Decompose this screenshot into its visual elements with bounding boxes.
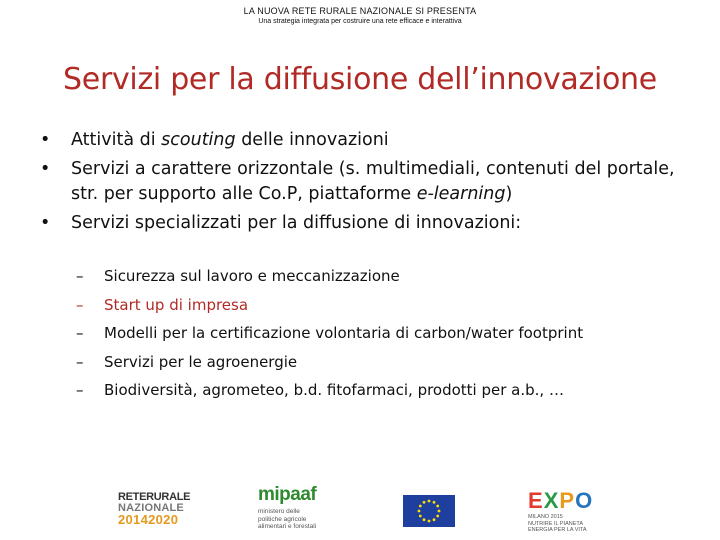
bullet-2-text-em: e-learning: [416, 184, 506, 204]
expo-letter-p: P: [559, 488, 576, 513]
bullet-item-2: [40, 157, 690, 207]
bullet-item-1: [40, 128, 690, 153]
mipaaf-logo-sub: [258, 508, 338, 531]
mipaaf-sub-1: ministero delle: [258, 508, 300, 515]
expo-letter-o: O: [575, 488, 594, 513]
rrn-logo-line-1: RETERURALE: [118, 491, 191, 503]
expo-sub-2: NUTRIRE IL PIANETA: [528, 520, 584, 527]
main-bullet-list: [40, 128, 690, 240]
bullet-1-text-post: delle innovazioni: [235, 130, 389, 150]
bullet-item-3: [40, 211, 690, 236]
sub-bullet-list: [76, 262, 696, 405]
dash-icon: –: [76, 324, 84, 342]
dash-icon: –: [76, 352, 84, 371]
expo-logo-sub: [528, 514, 608, 534]
bullet-icon: •: [40, 213, 51, 233]
expo-letter-e: E: [528, 488, 544, 513]
slide-title: Servizi per la diffusione dell’innovazione: [63, 62, 657, 97]
bullet-2-text-post: ): [505, 184, 513, 204]
sub-item-1: [76, 262, 696, 291]
dash-icon: –: [76, 381, 84, 399]
bullet-icon: •: [40, 159, 51, 179]
eu-flag-icon: [403, 495, 455, 527]
bullet-1-text-pre: Attività di: [71, 130, 162, 150]
bullet-3-text: Servizi specializzati per la diffusione di innovazioni:: [71, 213, 522, 233]
rrn-logo-line-2: NAZIONALE: [118, 502, 184, 514]
header-line-2: Una strategia integrata per costruire una rete efficace e interattiva: [258, 18, 462, 25]
sub-item-5: [76, 376, 696, 405]
rete-rurale-logo: [118, 492, 198, 525]
expo-logo: [528, 488, 608, 534]
mipaaf-logo: [258, 484, 338, 531]
footer-logos: [0, 480, 720, 540]
dash-icon: –: [76, 267, 84, 285]
sub-item-4-text: Servizi per le agroenergie: [104, 352, 298, 371]
bullet-1-text-em: scouting: [161, 130, 236, 150]
expo-letter-x: X: [543, 488, 560, 513]
sub-item-3-text: Modelli per la certificazione volontaria di carbon/water footprint: [104, 324, 584, 342]
rrn-logo-line-3: 20142020: [118, 512, 179, 527]
eu-stars-icon: [403, 495, 455, 527]
sub-item-2: [76, 291, 696, 320]
sub-item-5-text: Biodiversità, agrometeo, b.d. fitofarmaci, prodotti per a.b., …: [104, 381, 564, 399]
sub-item-3: [76, 319, 696, 348]
bullet-icon: •: [40, 130, 51, 150]
expo-logo-name: [528, 488, 608, 514]
mipaaf-sub-2: politiche agricole: [258, 515, 307, 523]
mipaaf-logo-name: mipaaf: [258, 484, 317, 505]
sub-item-1-text: Sicurezza sul lavoro e meccanizzazione: [104, 267, 400, 285]
header-line-1: LA NUOVA RETE RURALE NAZIONALE SI PRESENTA: [243, 6, 477, 16]
expo-sub-1: MILANO 2015: [528, 514, 563, 520]
sub-item-2-text: Start up di impresa: [104, 295, 249, 314]
expo-sub-3: ENERGIA PER LA VITA: [528, 527, 587, 533]
dash-icon: –: [76, 295, 84, 314]
bullet-2-text-pre: Servizi a carattere orizzontale (s. multimediali, contenuti del portale, str. per supporto alle Co.P, piattaforme: [71, 159, 675, 204]
sub-item-4: [76, 348, 696, 377]
mipaaf-sub-3: alimentari e forestali: [258, 523, 317, 530]
